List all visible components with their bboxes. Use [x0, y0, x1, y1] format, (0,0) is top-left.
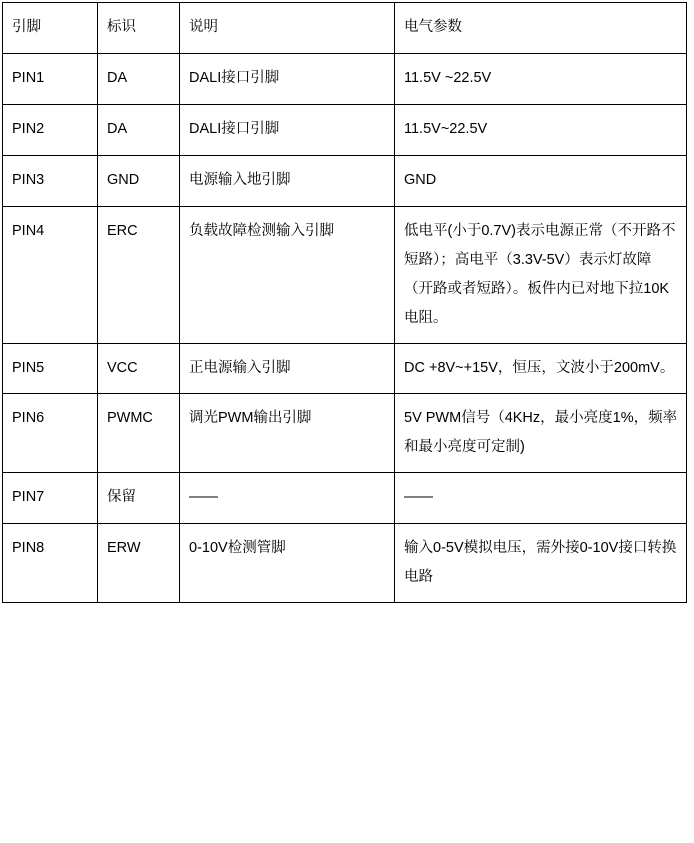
- pin-description: 电源输入地引脚: [189, 172, 291, 188]
- cell-description: [180, 156, 395, 207]
- column-header-description: [180, 3, 395, 54]
- pin-mark: GND: [107, 172, 140, 188]
- cell-description: [180, 473, 395, 524]
- cell-pin: [3, 105, 98, 156]
- cell-mark: [98, 344, 180, 394]
- cell-electrical: [395, 473, 687, 524]
- cell-electrical: [395, 207, 687, 344]
- table-row: [3, 473, 687, 524]
- pin-mark: DA: [107, 70, 128, 86]
- pin-electrical: DC +8V~+15V，恒压，文波小于200mV。: [404, 360, 675, 376]
- cell-electrical: [395, 344, 687, 394]
- pin-electrical: 输入0-5V模拟电压，需外接0-10V接口转换电路: [404, 540, 677, 585]
- pin-name: PIN2: [12, 121, 45, 137]
- cell-mark: [98, 394, 180, 473]
- cell-mark: [98, 156, 180, 207]
- pin-name: PIN1: [12, 70, 45, 86]
- pin-mark: 保留: [107, 489, 136, 505]
- pin-electrical: 11.5V~22.5V: [404, 121, 488, 137]
- table-row: [3, 54, 687, 105]
- cell-electrical: [395, 394, 687, 473]
- pin-name: PIN3: [12, 172, 45, 188]
- cell-pin: [3, 524, 98, 603]
- cell-electrical: [395, 156, 687, 207]
- column-header-description-label: 说明: [189, 19, 218, 35]
- cell-mark: [98, 524, 180, 603]
- table-row: [3, 394, 687, 473]
- cell-description: [180, 54, 395, 105]
- cell-pin: [3, 473, 98, 524]
- column-header-electrical: [395, 3, 687, 54]
- pin-electrical: ——: [404, 489, 433, 505]
- pin-name: PIN8: [12, 540, 45, 556]
- pin-description: DALI接口引脚: [189, 70, 280, 86]
- cell-description: [180, 394, 395, 473]
- cell-mark: [98, 207, 180, 344]
- cell-description: [180, 524, 395, 603]
- pin-name: PIN5: [12, 360, 45, 376]
- cell-electrical: [395, 524, 687, 603]
- cell-description: [180, 105, 395, 156]
- column-header-mark: [98, 3, 180, 54]
- pin-mark: ERC: [107, 223, 138, 239]
- column-header-pin-label: 引脚: [12, 19, 41, 35]
- cell-pin: [3, 156, 98, 207]
- cell-mark: [98, 473, 180, 524]
- pin-description: 0-10V检测管脚: [189, 540, 286, 556]
- pin-description: 调光PWM输出引脚: [189, 410, 312, 426]
- pin-name: PIN7: [12, 489, 45, 505]
- pin-electrical: 5V PWM信号（4KHz，最小亮度1%，频率和最小亮度可定制): [404, 410, 678, 455]
- column-header-mark-label: 标识: [107, 19, 136, 35]
- pin-electrical: 低电平(小于0.7V)表示电源正常（不开路不短路）；高电平（3.3V-5V）表示灯故障（开路或者短路）。板件内已对地下拉10K电阻。: [404, 223, 676, 326]
- document-page: [0, 2, 694, 843]
- table-row: [3, 524, 687, 603]
- pin-electrical: 11.5V ~22.5V: [404, 70, 492, 86]
- column-header-pin: [3, 3, 98, 54]
- cell-pin: [3, 54, 98, 105]
- pin-name: PIN4: [12, 223, 45, 239]
- cell-electrical: [395, 105, 687, 156]
- cell-mark: [98, 54, 180, 105]
- pin-mark: ERW: [107, 540, 141, 556]
- pin-electrical: GND: [404, 172, 437, 188]
- pin-mark: VCC: [107, 360, 138, 376]
- cell-mark: [98, 105, 180, 156]
- table-row: [3, 344, 687, 394]
- column-header-electrical-label: 电气参数: [404, 19, 462, 35]
- cell-pin: [3, 207, 98, 344]
- cell-electrical: [395, 54, 687, 105]
- pin-description: ——: [189, 489, 218, 505]
- pin-mark: DA: [107, 121, 128, 137]
- pin-name: PIN6: [12, 410, 45, 426]
- cell-pin: [3, 394, 98, 473]
- cell-description: [180, 207, 395, 344]
- table-row: [3, 207, 687, 344]
- pin-description: 正电源输入引脚: [189, 360, 291, 376]
- pin-description: 负载故障检测输入引脚: [189, 223, 334, 239]
- pin-description: DALI接口引脚: [189, 121, 280, 137]
- cell-description: [180, 344, 395, 394]
- pin-definition-table: [2, 2, 687, 603]
- table-row: [3, 156, 687, 207]
- cell-pin: [3, 344, 98, 394]
- pin-mark: PWMC: [107, 410, 153, 426]
- table-row: [3, 105, 687, 156]
- table-header-row: [3, 3, 687, 54]
